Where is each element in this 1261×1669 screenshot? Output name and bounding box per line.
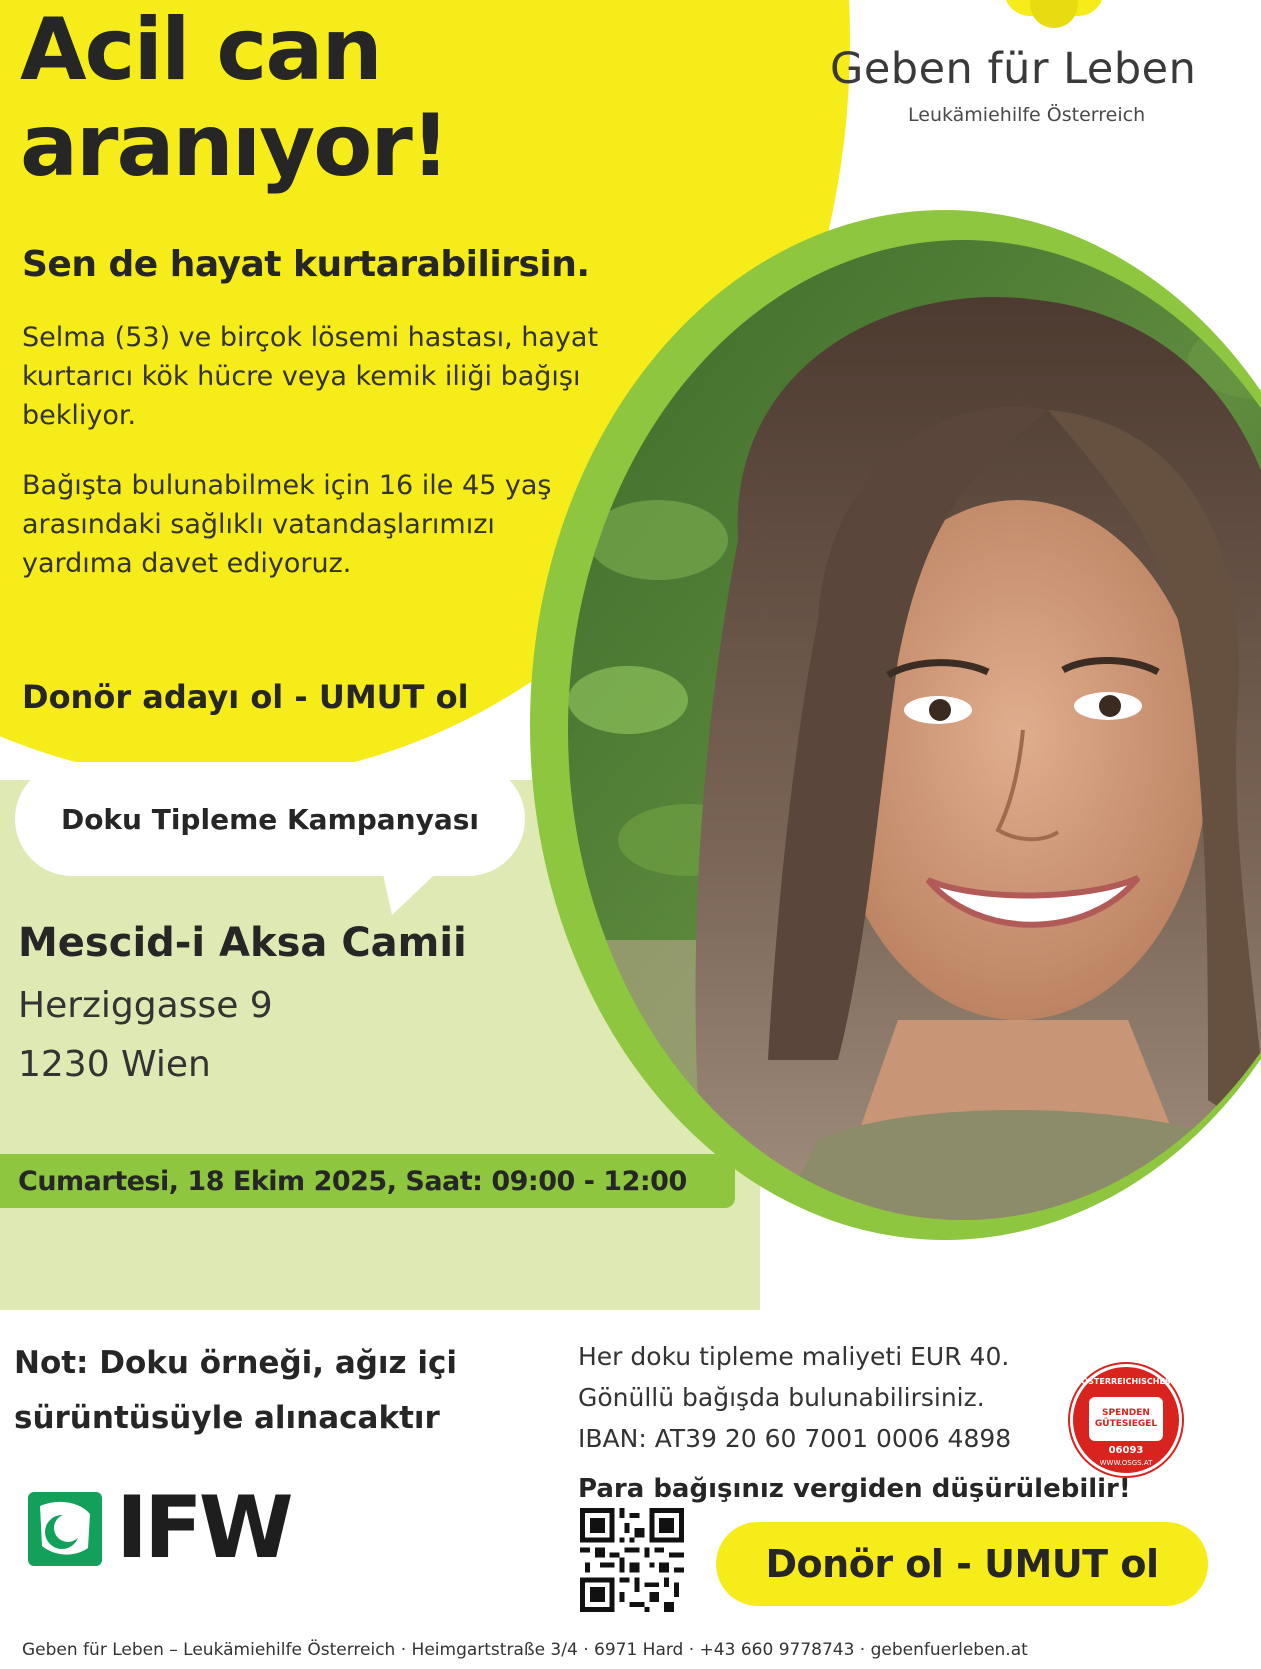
eligibility-paragraph: Bağışta bulunabilmek için 16 ile 45 yaş arasındaki sağlıklı vatandaşlarımızı yardıma davet ediyoruz.	[22, 470, 552, 579]
headline-line-1: Acil can	[20, 0, 381, 100]
ifw-logo-icon	[28, 1492, 102, 1566]
slogan: Donör adayı ol - UMUT ol	[22, 678, 469, 716]
brand-name: Geben für Leben	[830, 44, 1197, 94]
donor-cta-button[interactable]: Donör ol - UMUT ol	[716, 1522, 1208, 1606]
brand-tagline: Leukämiehilfe Österreich	[908, 104, 1146, 126]
seal-top-text: ÖSTERREICHISCHES	[1081, 1377, 1171, 1386]
seal-label	[1089, 1397, 1163, 1441]
subheadline: Sen de hayat kurtarabilirsin.	[22, 244, 590, 285]
patient-paragraph: Selma (53) ve birçok lösemi hastası, hayat kurtarıcı kök hücre veya kemik iliği bağışı bekliyor.	[22, 322, 599, 431]
headline-line-2: aranıyor!	[20, 96, 448, 196]
cost-line: Her doku tipleme maliyeti EUR 40.	[578, 1342, 1010, 1371]
venue-city: 1230 Wien	[18, 1044, 211, 1085]
seal-number: 06093	[1108, 1445, 1144, 1456]
seal-line-1: SPENDEN	[1102, 1408, 1150, 1418]
ifw-logo-text: IFW	[116, 1478, 290, 1578]
footer-contact: Geben für Leben – Leukämiehilfe Österreich · Heimgartstraße 3/4 · 6971 Hard · +43 660 9778743 · gebenfuerleben.at	[22, 1640, 1028, 1660]
venue-name: Mescid-i Aksa Camii	[18, 920, 467, 966]
campaign-label: Doku Tipleme Kampanyası	[60, 802, 480, 836]
seal-line-2: GÜTESIEGEL	[1094, 1419, 1158, 1429]
iban-line: IBAN: AT39 20 60 7001 0006 4898	[578, 1424, 1012, 1453]
venue-street: Herziggasse 9	[18, 985, 273, 1026]
headline	[20, 2, 620, 194]
qr-code[interactable]	[580, 1508, 684, 1612]
campaign-speech-bubble	[15, 762, 525, 876]
seal-url: WWW.OSGS.AT	[1099, 1459, 1153, 1467]
donation-seal-icon	[1070, 1364, 1182, 1476]
voluntary-line: Gönüllü bağışda bulunabilirsiniz.	[578, 1383, 985, 1412]
tax-note: Para bağışınız vergiden düşürülebilir!	[578, 1474, 1131, 1504]
flower-logo-icon	[990, 0, 1120, 30]
date-time-bar: Cumartesi, 18 Ekim 2025, Saat: 09:00 - 12:00	[0, 1154, 735, 1208]
sample-note: Not: Doku örneği, ağız içi sürüntüsüyle alınacaktır	[14, 1345, 458, 1436]
